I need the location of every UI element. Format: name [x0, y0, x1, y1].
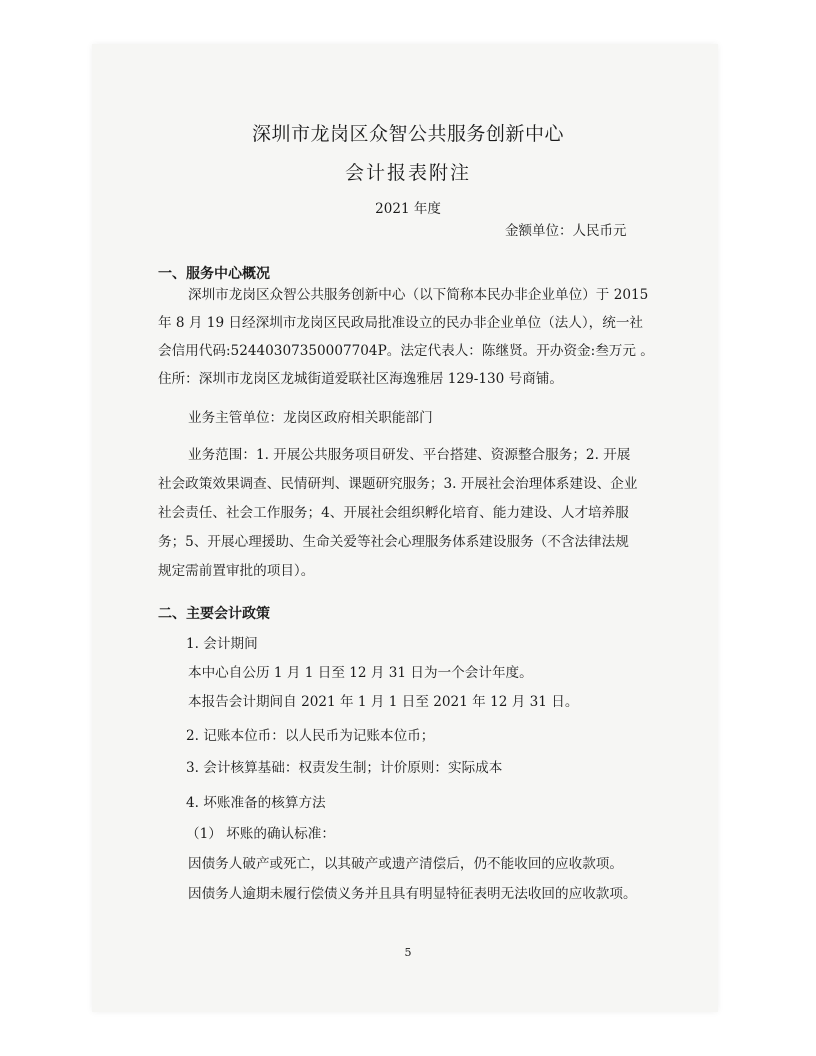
scope-line: 规定需前置审批的项目）。: [158, 563, 315, 579]
scope-line: 业务范围：1. 开展公共服务项目研发、平台搭建、资源整合服务；2. 开展: [188, 447, 631, 463]
overview-line: 会信用代码:52440307350007704P。法定代表人：陈继贤。开办资金:叁万元 。: [158, 343, 654, 359]
supervising-authority: 业务主管单位：龙岗区政府相关职能部门: [188, 410, 433, 426]
policy-period-line: 本中心自公历 1 月 1 日至 12 月 31 日为一个会计年度。: [188, 665, 533, 681]
policy-bad-debt-title: 4. 坏账准备的核算方法: [186, 795, 326, 811]
policy-currency: 2. 记账本位币：以人民币为记账本位币；: [186, 728, 435, 744]
overview-line: 年 8 月 19 日经深圳市龙岗区民政局批准设立的民办非企业单位（法人），统一社: [158, 315, 644, 331]
section-heading-overview: 一、服务中心概况: [158, 266, 270, 282]
scope-line: 社会政策效果调查、民情研判、课题研究服务；3. 开展社会治理体系建设、企业: [158, 476, 638, 492]
scope-line: 社会责任、社会工作服务；4、开展社会组织孵化培育、能力建设、人才培养服: [158, 505, 629, 521]
report-year: 2021 年度: [375, 201, 441, 217]
policy-basis: 3. 会计核算基础：权责发生制；计价原则：实际成本: [186, 760, 503, 776]
document-title: 深圳市龙岗区众智公共服务创新中心: [251, 123, 564, 145]
bad-debt-criterion: 因债务人逾期未履行偿债义务并且具有明显特征表明无法收回的应收款项。: [188, 886, 637, 902]
policy-period-line: 本报告会计期间自 2021 年 1 月 1 日至 2021 年 12 月 31 日。: [188, 694, 579, 710]
policy-bad-debt-subtitle: （1） 坏账的确认标准：: [186, 826, 335, 842]
policy-period-title: 1. 会计期间: [186, 636, 258, 652]
overview-line: 住所：深圳市龙岗区龙城街道爱联社区海逸雅居 129-130 号商铺。: [158, 371, 563, 387]
currency-unit: 金额单位：人民币元: [505, 223, 627, 239]
document-subtitle: 会计报表附注: [344, 162, 471, 184]
page-number: 5: [404, 946, 412, 959]
bad-debt-criterion: 因债务人破产或死亡，以其破产或遗产清偿后，仍不能收回的应收款项。: [188, 856, 623, 872]
scope-line: 务；5、开展心理援助、生命关爱等社会心理服务体系建设服务（不含法律法规: [158, 534, 629, 550]
overview-line: 深圳市龙岗区众智公共服务创新中心（以下简称本民办非企业单位）于 2015: [188, 287, 649, 303]
section-heading-policies: 二、主要会计政策: [158, 606, 270, 622]
